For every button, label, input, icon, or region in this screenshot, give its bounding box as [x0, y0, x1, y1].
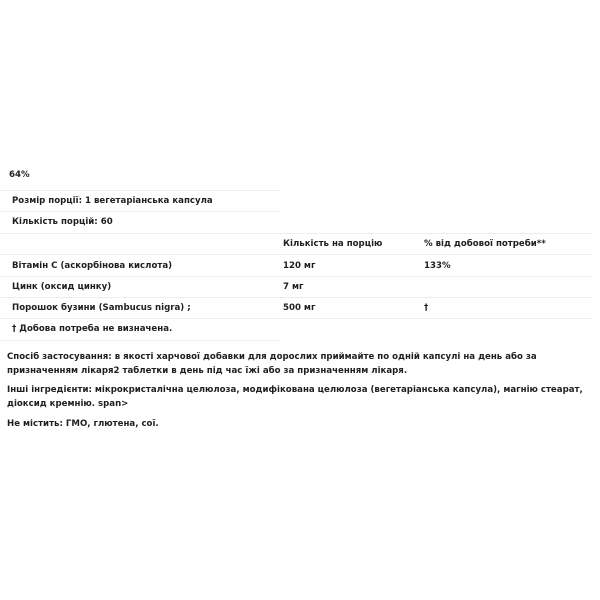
divider	[0, 233, 592, 234]
row-dv: 133%	[424, 261, 451, 271]
row-amount: 500 мг	[283, 303, 316, 313]
header-amount: Кількість на порцію	[283, 239, 383, 249]
row-dv: †	[424, 303, 429, 313]
usage-text: Спосіб застосування: в якості харчової добавки для дорослих приймайте по одній капсулі на день або за призначенням лікаря2 таблетки в день під час їжі або за призначенням лікаря.	[7, 352, 537, 376]
divider	[0, 211, 280, 212]
row-amount: 120 мг	[283, 261, 316, 271]
divider	[0, 318, 592, 319]
row-name: Вітамін С (аскорбінова кислота)	[12, 261, 173, 271]
header-dv: % від добової потреби**	[424, 239, 546, 249]
ingredients-text: Інші інгредієнти: мікрокристалічна целюлоза, модифікована целюлоза (вегетаріанська капсула), магнію стеарат, діоксид кремнію. span>	[7, 385, 583, 409]
row-name: Цинк (оксид цинку)	[12, 282, 112, 292]
divider	[0, 254, 592, 255]
row-name: Порошок бузини (Sambucus nigra) ;	[12, 303, 191, 313]
divider	[0, 276, 592, 277]
servings-count: Кількість порцій: 60	[12, 217, 113, 227]
free-from-text: Не містить: ГМО, глютена, сої.	[7, 419, 159, 429]
divider	[0, 340, 280, 341]
table-footnote: † Добова потреба не визначена.	[12, 324, 173, 334]
divider	[0, 190, 280, 191]
serving-size: Розмір порції: 1 вегетаріанська капсула	[12, 196, 213, 206]
divider	[0, 297, 592, 298]
percent-top: 64%	[9, 170, 30, 180]
row-amount: 7 мг	[283, 282, 304, 292]
